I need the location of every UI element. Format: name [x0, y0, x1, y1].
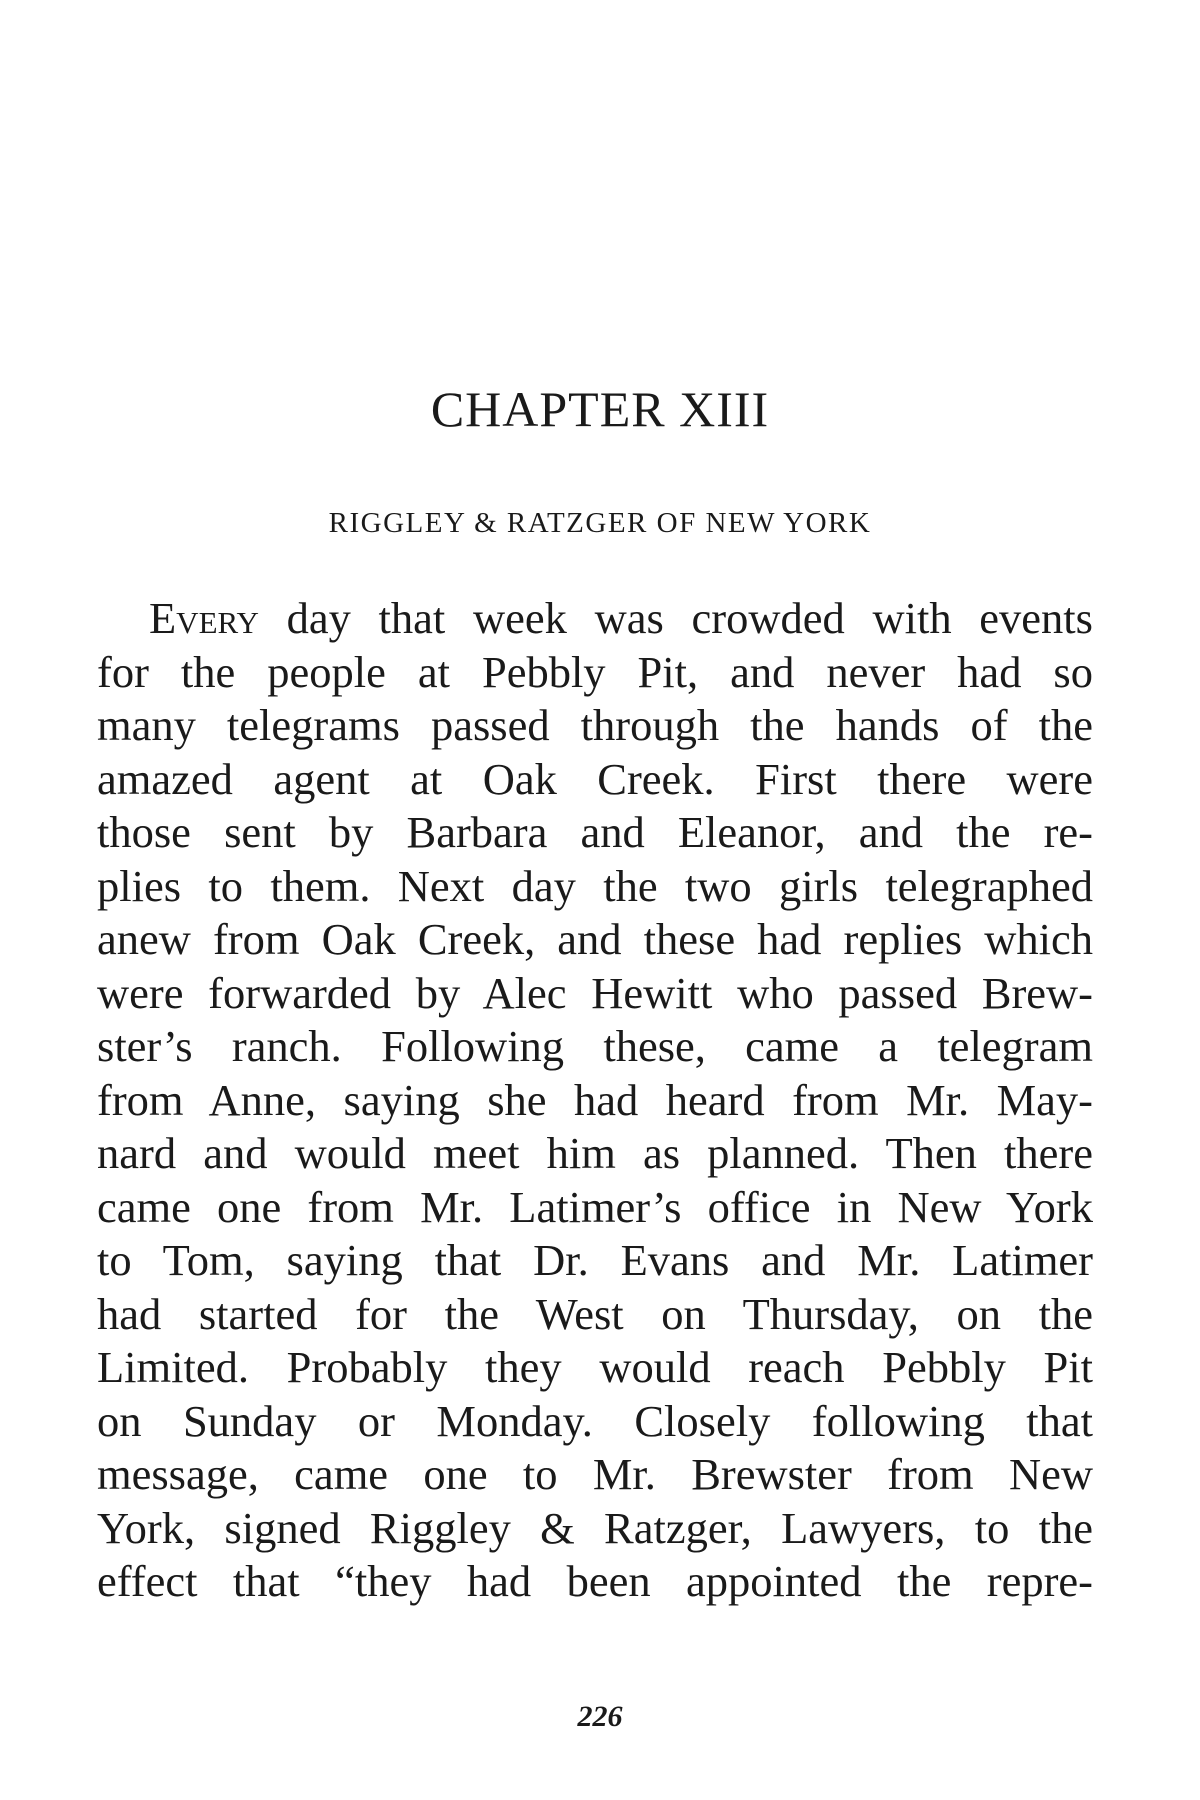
text-line: message, came one to Mr. Brewster from New [97, 1449, 1093, 1499]
text-line: were forwarded by Alec Hewitt who passed Brew- [97, 967, 1093, 1018]
body-text [97, 592, 1093, 1609]
text-line: many telegrams passed through the hands of the [97, 700, 1093, 750]
text-line: to Tom, saying that Dr. Evans and Mr. Latimer [97, 1235, 1093, 1285]
text-line: plies to them. Next day the two girls telegraphed [97, 860, 1093, 911]
page-number: 226 [577, 1700, 623, 1733]
text-line: effect that “they had been appointed the repre- [97, 1556, 1093, 1606]
text-line: for the people at Pebbly Pit, and never had so [97, 646, 1093, 697]
chapter-title: RIGGLEY & RATZGER OF NEW YORK [328, 507, 872, 539]
first-line-rest: day that week was crowded with events [258, 593, 1093, 643]
text-line: Limited. Probably they would reach Pebbly Pit [97, 1342, 1093, 1392]
text-line: anew from Oak Creek, and these had replies which [97, 914, 1093, 964]
text-line: came one from Mr. Latimer’s office in New York [97, 1181, 1093, 1232]
text-line: ster’s ranch. Following these, came a telegram [97, 1021, 1093, 1071]
text-line: nard and would meet him as planned. Then there [97, 1128, 1093, 1178]
text-line [97, 592, 1093, 646]
chapter-heading: CHAPTER XIII [430, 381, 770, 437]
text-line: on Sunday or Monday. Closely following that [97, 1395, 1093, 1446]
text-line: York, signed Riggley & Ratzger, Lawyers, to the [97, 1502, 1093, 1553]
first-word: Every [149, 593, 259, 643]
text-line: from Anne, saying she had heard from Mr. May- [97, 1074, 1093, 1125]
text-line: had started for the West on Thursday, on the [97, 1288, 1093, 1339]
text-line: those sent by Barbara and Eleanor, and the re- [97, 807, 1093, 857]
text-line: amazed agent at Oak Creek. First there were [97, 753, 1093, 804]
